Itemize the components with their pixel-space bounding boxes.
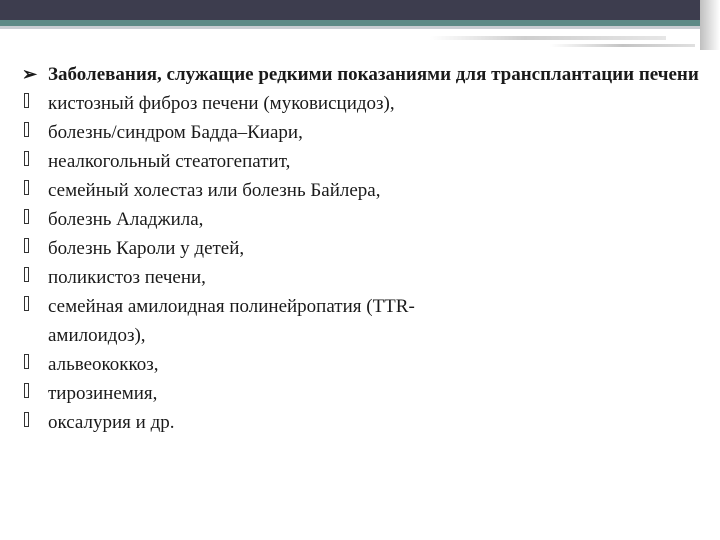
list-item-text: болезнь/синдром Бадда–Киари, [48, 122, 303, 143]
list-item-text: кистозный фиброз печени (муковисцидоз), [48, 93, 395, 114]
arrow-bullet-icon: ➢ [22, 64, 38, 84]
list-item-text: поликистоз печени, [48, 267, 206, 288]
list-item [22, 292, 702, 350]
list-item [22, 118, 702, 147]
square-bullet-icon [22, 234, 48, 263]
list-item-text: семейный холестаз или болезнь Байлера, [48, 180, 381, 201]
list-item-text: оксалурия и др. [48, 412, 175, 433]
slide-content [22, 60, 702, 437]
square-bullet-icon [22, 176, 48, 205]
square-bullet-icon [22, 205, 48, 234]
list-item [22, 234, 702, 263]
square-bullet-icon [22, 408, 48, 437]
decorative-line [550, 44, 695, 47]
header-divider [0, 26, 700, 29]
list-item [22, 350, 702, 379]
list-item-text: неалкогольный стеатогепатит, [48, 151, 291, 172]
square-bullet-icon [22, 118, 48, 147]
list-item [22, 263, 702, 292]
corner-shadow-decoration [700, 0, 720, 50]
square-bullet-icon [22, 147, 48, 176]
list-item-text: альвеококкоз, [48, 354, 159, 375]
square-bullet-icon [22, 350, 48, 379]
square-bullet-icon [22, 292, 48, 321]
slide-heading [22, 60, 702, 89]
list-item-text: тирозинемия, [48, 383, 158, 404]
list-item-text: семейная амилоидная полинейропатия (TTR-амилоидоз), [48, 296, 415, 346]
list-item [22, 147, 702, 176]
square-bullet-icon [22, 263, 48, 292]
list-item [22, 408, 702, 437]
square-bullet-icon [22, 379, 48, 408]
header-bar [0, 0, 700, 20]
decorative-line [430, 36, 666, 40]
list-item [22, 379, 702, 408]
list-item-text: болезнь Аладжила, [48, 209, 204, 230]
list-item [22, 176, 702, 205]
list-item-text: болезнь Кароли у детей, [48, 238, 245, 259]
list-item [22, 205, 702, 234]
square-bullet-icon [22, 89, 48, 118]
disease-list [22, 89, 702, 437]
list-item [22, 89, 702, 118]
heading-text: Заболевания, служащие редкими показаниями для трансплантации печени [48, 64, 699, 85]
